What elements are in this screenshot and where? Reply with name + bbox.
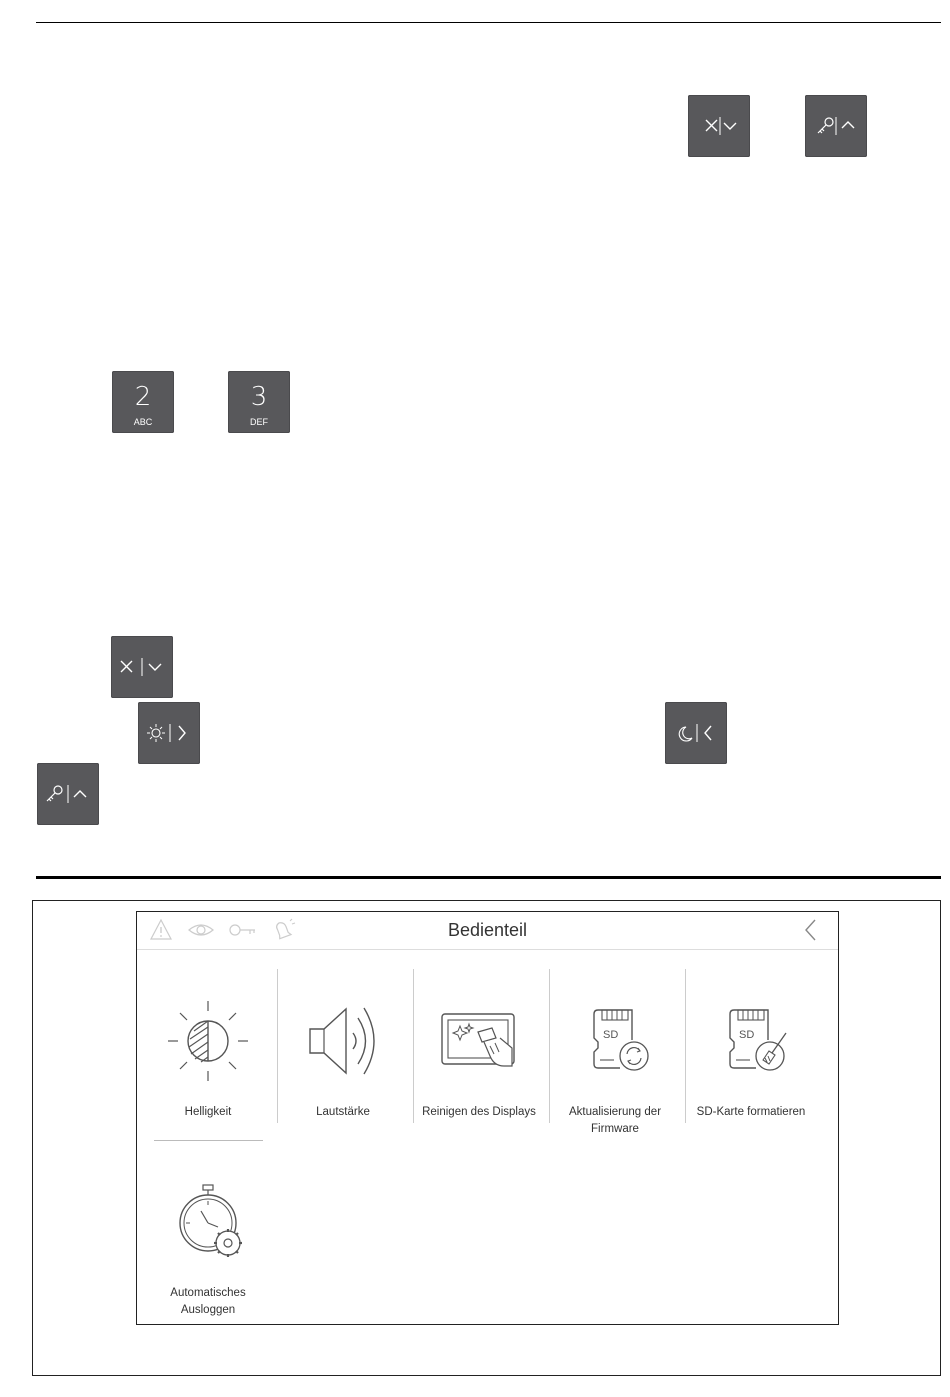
stopwatch-gear-icon: [163, 1177, 253, 1267]
digit-label: 2: [134, 382, 152, 412]
moon-left-icon: [665, 702, 727, 764]
tile-brightness[interactable]: [143, 986, 273, 1156]
tile-label: SD-Karte formatieren: [696, 1106, 806, 1118]
digit-3-key[interactable]: [228, 371, 290, 433]
svg-text:SD: SD: [603, 1029, 619, 1041]
tile-label: Automatisches Ausloggen: [170, 1287, 246, 1316]
cancel-down-key[interactable]: [111, 636, 173, 698]
digit-2-key[interactable]: [112, 371, 174, 433]
brightness-icon: [163, 996, 253, 1086]
letters-label: DEF: [250, 417, 268, 427]
tile-label: Reinigen des Displays: [422, 1106, 536, 1118]
screen-title: Bedienteil: [447, 920, 528, 940]
tile-sd-format[interactable]: [686, 986, 816, 1156]
key-up-key[interactable]: [37, 763, 99, 825]
back-icon[interactable]: [803, 918, 819, 942]
section-rule: [36, 876, 941, 879]
tile-volume[interactable]: [278, 986, 408, 1156]
sd-update-icon: [570, 996, 660, 1086]
key-up-key[interactable]: [805, 95, 867, 157]
key-up-icon: [37, 763, 99, 825]
night-left-key[interactable]: [665, 702, 727, 764]
sd-format-icon: [706, 996, 796, 1086]
speaker-icon: [298, 996, 388, 1086]
digit-label: 3: [250, 382, 268, 412]
tile-label: Aktualisierung der Firmware: [568, 1106, 662, 1135]
sun-right-icon: [138, 702, 200, 764]
letters-label: ABC: [133, 417, 153, 427]
clean-display-icon: [434, 996, 524, 1086]
tile-label: Helligkeit: [184, 1106, 232, 1118]
screen-header: [137, 912, 838, 950]
cancel-down-icon: [688, 95, 750, 157]
top-rule: [36, 22, 941, 23]
tile-label: Lautstärke: [316, 1106, 370, 1118]
key-up-icon: [805, 95, 867, 157]
tile-clean-display[interactable]: [414, 986, 544, 1156]
cancel-down-icon: [111, 636, 173, 698]
tile-auto-logout[interactable]: [143, 1167, 273, 1337]
cancel-down-key[interactable]: [688, 95, 750, 157]
svg-text:SD: SD: [739, 1029, 755, 1041]
device-screen: [136, 911, 839, 1325]
tile-firmware-update[interactable]: [550, 986, 680, 1156]
brightness-right-key[interactable]: [138, 702, 200, 764]
